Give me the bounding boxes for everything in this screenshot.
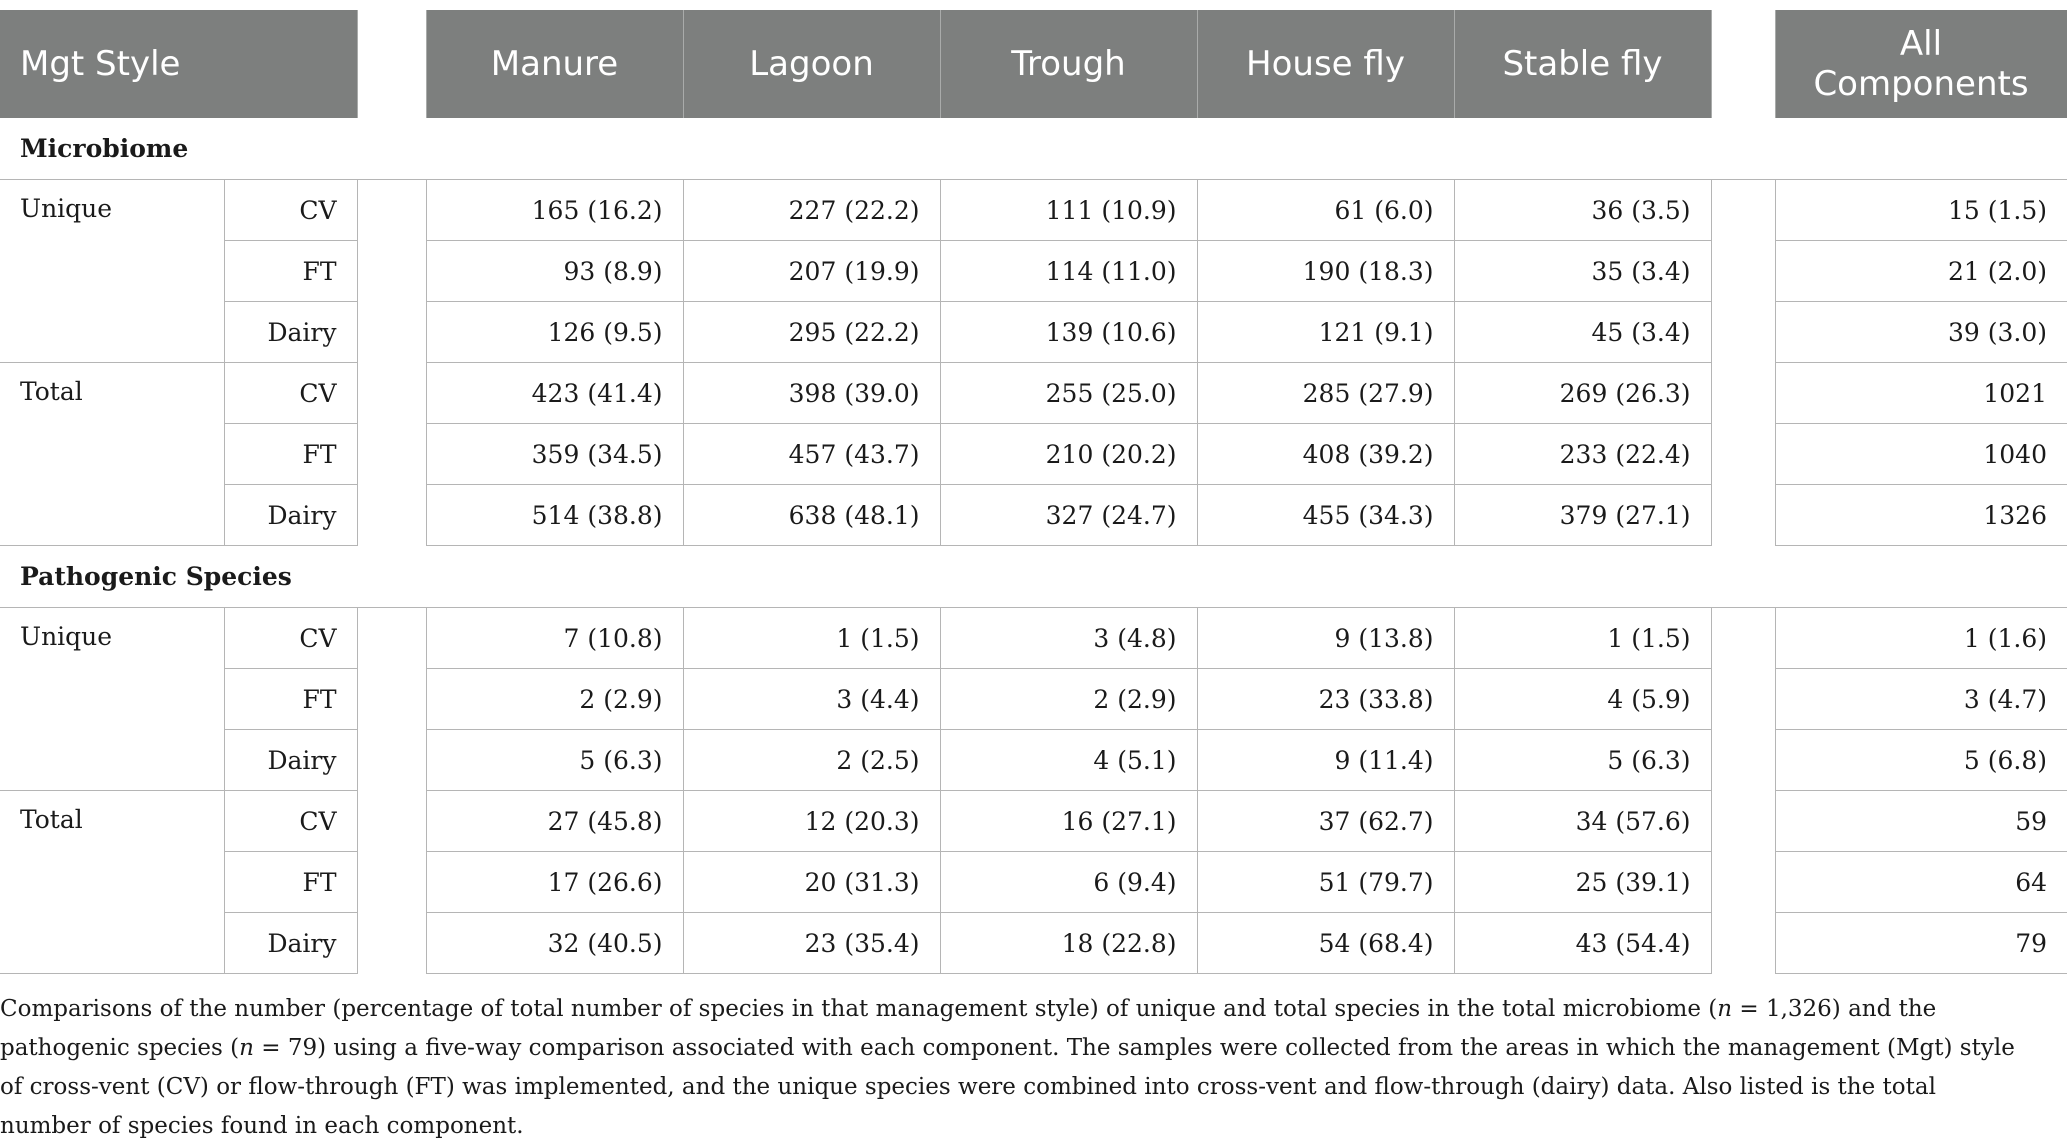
value-cell: 190 (18.3): [1197, 241, 1454, 302]
all-components-cell: 5 (6.8): [1775, 730, 2067, 791]
value-cell: 34 (57.6): [1454, 791, 1711, 852]
column-gap: [357, 852, 426, 913]
value-cell: 423 (41.4): [426, 363, 683, 424]
value-cell: 210 (20.2): [940, 424, 1197, 485]
value-cell: 2 (2.5): [683, 730, 940, 791]
header-trough: Trough: [940, 10, 1197, 118]
mgt-style-cell: CV: [224, 608, 357, 669]
value-cell: 27 (45.8): [426, 791, 683, 852]
species-comparison-table: [0, 10, 2067, 974]
column-gap: [357, 424, 426, 485]
caption-part2: = 1,326) and the pathogenic species (: [0, 996, 1937, 1061]
value-cell: 2 (2.9): [940, 669, 1197, 730]
column-gap: [357, 363, 426, 424]
caption-n-variable: n: [1717, 996, 1733, 1022]
caption-part3: = 79) using a five-way comparison associated with each component. The samples were collected from the areas in which the management (Mgt) style of cross-vent (CV) or flow-through (FT) was implemented, and the unique species were combined into cross-vent and flow-through (dairy) data. Also listed is the total number of species found in each component.: [0, 1035, 2015, 1139]
value-cell: 4 (5.9): [1454, 669, 1711, 730]
value-cell: 111 (10.9): [940, 180, 1197, 241]
value-cell: 2 (2.9): [426, 669, 683, 730]
value-cell: 455 (34.3): [1197, 485, 1454, 546]
value-cell: 638 (48.1): [683, 485, 940, 546]
table-row: [0, 669, 2067, 730]
table-row: [0, 424, 2067, 485]
column-gap: [1711, 913, 1775, 974]
column-gap: [1711, 363, 1775, 424]
table-row: [0, 608, 2067, 669]
section-title: Pathogenic Species: [0, 546, 2067, 608]
value-cell: 121 (9.1): [1197, 302, 1454, 363]
header-gap: [1711, 10, 1775, 118]
value-cell: 207 (19.9): [683, 241, 940, 302]
all-components-cell: 1021: [1775, 363, 2067, 424]
column-gap: [357, 485, 426, 546]
column-gap: [357, 302, 426, 363]
value-cell: 25 (39.1): [1454, 852, 1711, 913]
section-row: [0, 118, 2067, 180]
value-cell: 5 (6.3): [1454, 730, 1711, 791]
header-house-fly: House fly: [1197, 10, 1454, 118]
value-cell: 514 (38.8): [426, 485, 683, 546]
section-row: [0, 546, 2067, 608]
table-caption: [0, 990, 2020, 1146]
value-cell: 7 (10.8): [426, 608, 683, 669]
all-components-cell: 39 (3.0): [1775, 302, 2067, 363]
header-all-line2: Components: [1813, 64, 2029, 104]
column-gap: [1711, 669, 1775, 730]
value-cell: 16 (27.1): [940, 791, 1197, 852]
all-components-cell: 59: [1775, 791, 2067, 852]
mgt-style-cell: Dairy: [224, 302, 357, 363]
value-cell: 9 (13.8): [1197, 608, 1454, 669]
column-gap: [1711, 302, 1775, 363]
header-all-line1: All: [1899, 24, 1943, 64]
column-gap: [357, 180, 426, 241]
group-label: Total: [0, 363, 224, 546]
column-gap: [1711, 791, 1775, 852]
value-cell: 6 (9.4): [940, 852, 1197, 913]
value-cell: 20 (31.3): [683, 852, 940, 913]
header-lagoon: Lagoon: [683, 10, 940, 118]
all-components-cell: 15 (1.5): [1775, 180, 2067, 241]
table-row: [0, 730, 2067, 791]
mgt-style-cell: CV: [224, 791, 357, 852]
value-cell: 45 (3.4): [1454, 302, 1711, 363]
value-cell: 295 (22.2): [683, 302, 940, 363]
mgt-style-cell: FT: [224, 852, 357, 913]
value-cell: 285 (27.9): [1197, 363, 1454, 424]
table-row: [0, 363, 2067, 424]
value-cell: 23 (33.8): [1197, 669, 1454, 730]
value-cell: 1 (1.5): [1454, 608, 1711, 669]
column-gap: [357, 241, 426, 302]
value-cell: 9 (11.4): [1197, 730, 1454, 791]
group-label: Unique: [0, 608, 224, 791]
mgt-style-cell: FT: [224, 424, 357, 485]
value-cell: 165 (16.2): [426, 180, 683, 241]
header-stable-fly: Stable fly: [1454, 10, 1711, 118]
group-label: Unique: [0, 180, 224, 363]
all-components-cell: 3 (4.7): [1775, 669, 2067, 730]
mgt-style-cell: FT: [224, 669, 357, 730]
value-cell: 139 (10.6): [940, 302, 1197, 363]
value-cell: 23 (35.4): [683, 913, 940, 974]
table-row: [0, 180, 2067, 241]
column-gap: [357, 730, 426, 791]
column-gap: [1711, 485, 1775, 546]
table-row: [0, 852, 2067, 913]
caption-n-variable: n: [239, 1035, 254, 1061]
header-mgt-style: Mgt Style: [0, 10, 357, 118]
mgt-style-cell: Dairy: [224, 485, 357, 546]
value-cell: 54 (68.4): [1197, 913, 1454, 974]
header-manure: Manure: [426, 10, 683, 118]
value-cell: 126 (9.5): [426, 302, 683, 363]
mgt-style-cell: FT: [224, 241, 357, 302]
column-gap: [357, 913, 426, 974]
table-row: [0, 913, 2067, 974]
column-gap: [1711, 180, 1775, 241]
value-cell: 255 (25.0): [940, 363, 1197, 424]
value-cell: 227 (22.2): [683, 180, 940, 241]
table-row: [0, 791, 2067, 852]
column-gap: [357, 669, 426, 730]
caption-part1: Comparisons of the number (percentage of total number of species in that management style) of unique and total species in the total microbiome (: [0, 996, 1718, 1022]
value-cell: 5 (6.3): [426, 730, 683, 791]
value-cell: 327 (24.7): [940, 485, 1197, 546]
value-cell: 233 (22.4): [1454, 424, 1711, 485]
value-cell: 398 (39.0): [683, 363, 940, 424]
column-gap: [357, 608, 426, 669]
all-components-cell: 64: [1775, 852, 2067, 913]
all-components-cell: 1 (1.6): [1775, 608, 2067, 669]
table-row: [0, 485, 2067, 546]
mgt-style-cell: Dairy: [224, 913, 357, 974]
value-cell: 36 (3.5): [1454, 180, 1711, 241]
value-cell: 12 (20.3): [683, 791, 940, 852]
all-components-cell: 79: [1775, 913, 2067, 974]
mgt-style-cell: CV: [224, 180, 357, 241]
value-cell: 35 (3.4): [1454, 241, 1711, 302]
mgt-style-cell: Dairy: [224, 730, 357, 791]
all-components-cell: 21 (2.0): [1775, 241, 2067, 302]
value-cell: 43 (54.4): [1454, 913, 1711, 974]
section-title: Microbiome: [0, 118, 2067, 180]
value-cell: 61 (6.0): [1197, 180, 1454, 241]
value-cell: 1 (1.5): [683, 608, 940, 669]
table-row: [0, 302, 2067, 363]
group-label: Total: [0, 791, 224, 974]
value-cell: 4 (5.1): [940, 730, 1197, 791]
all-components-cell: 1326: [1775, 485, 2067, 546]
value-cell: 379 (27.1): [1454, 485, 1711, 546]
column-gap: [1711, 852, 1775, 913]
column-gap: [357, 791, 426, 852]
column-gap: [1711, 424, 1775, 485]
header-gap: [357, 10, 426, 118]
mgt-style-cell: CV: [224, 363, 357, 424]
value-cell: 18 (22.8): [940, 913, 1197, 974]
value-cell: 51 (79.7): [1197, 852, 1454, 913]
value-cell: 3 (4.8): [940, 608, 1197, 669]
value-cell: 3 (4.4): [683, 669, 940, 730]
value-cell: 17 (26.6): [426, 852, 683, 913]
all-components-cell: 1040: [1775, 424, 2067, 485]
value-cell: 93 (8.9): [426, 241, 683, 302]
table-row: [0, 241, 2067, 302]
value-cell: 37 (62.7): [1197, 791, 1454, 852]
value-cell: 408 (39.2): [1197, 424, 1454, 485]
value-cell: 114 (11.0): [940, 241, 1197, 302]
header-row: [0, 10, 2067, 118]
value-cell: 457 (43.7): [683, 424, 940, 485]
value-cell: 269 (26.3): [1454, 363, 1711, 424]
column-gap: [1711, 608, 1775, 669]
header-all-components: [1775, 10, 2067, 118]
column-gap: [1711, 730, 1775, 791]
value-cell: 359 (34.5): [426, 424, 683, 485]
value-cell: 32 (40.5): [426, 913, 683, 974]
column-gap: [1711, 241, 1775, 302]
